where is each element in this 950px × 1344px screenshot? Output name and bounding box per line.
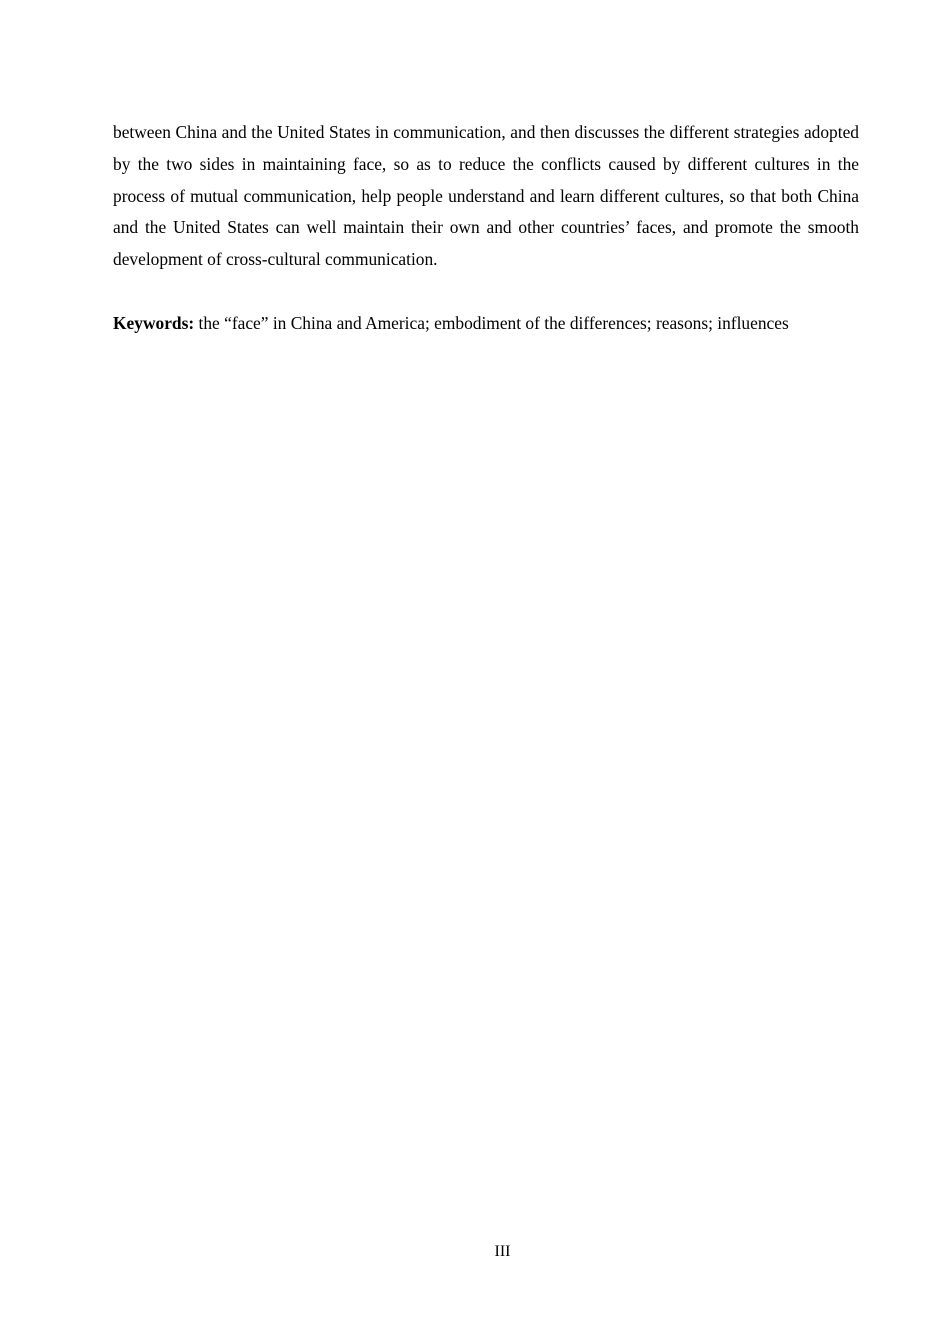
keywords-text: the “face” in China and America; embodiment of the differences; reasons; influences [194,313,789,333]
keywords-label: Keywords: [113,313,195,333]
keywords-line [113,308,873,340]
abstract-paragraph: between China and the United States in communication, and then discusses the different strategies adopted by the two sides in maintaining face, so as to reduce the conflicts caused by different cultures in the process of mutual communication, help people understand and learn different cultures, so that both China and the United States can well maintain their own and other countries’ faces, and promote the smooth development of cross-cultural communication. [113,122,859,270]
page-number: III [494,1243,511,1260]
